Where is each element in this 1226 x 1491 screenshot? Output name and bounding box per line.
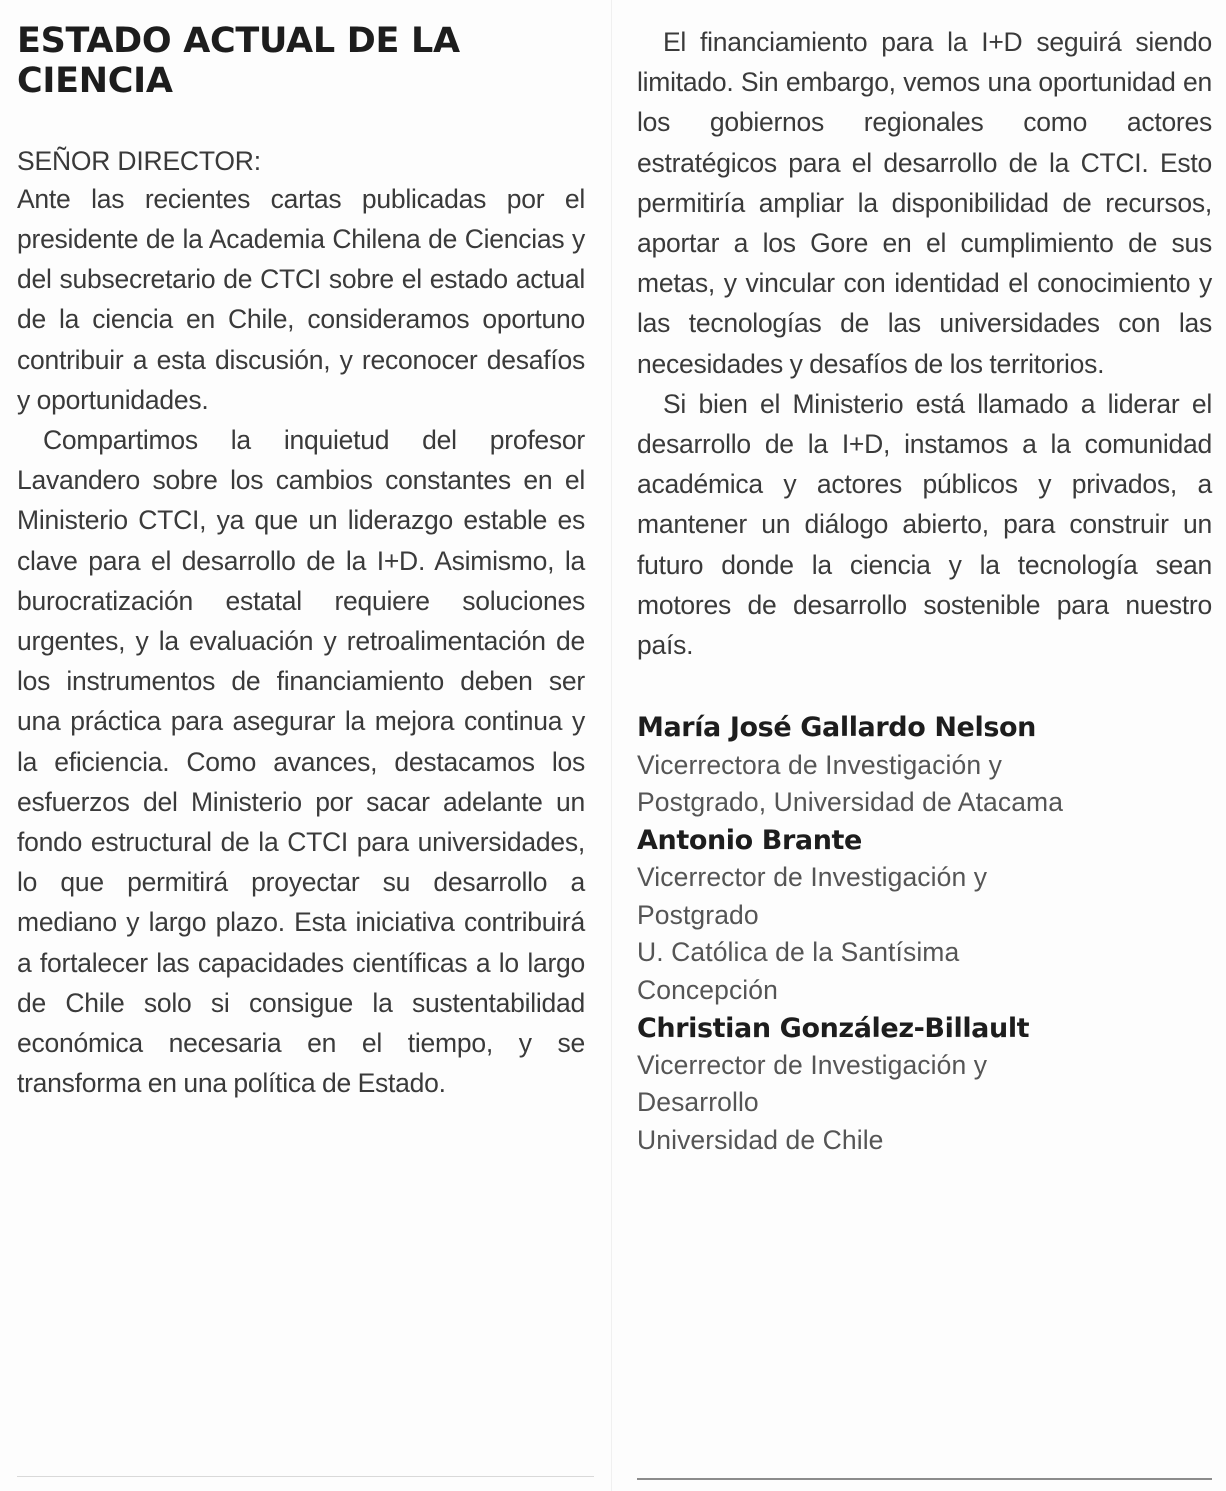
signatory-role-line: Desarrollo [637,1087,759,1118]
body-paragraph: Compartimos la inquietud del profesor Lavandero sobre los cambios constantes en el Ministerio CTCI, ya que un liderazgo estable es clave para el desarrollo de la I+D. Asimismo, la burocratización estatal requiere soluciones urgentes, y la evaluación y retroalimentación de los instrumentos de financiamiento deben ser una práctica para asegurar la mejora continua y la eficiencia. Como avances, destacamos los esfuerzos del Ministerio por sacar adelante un fondo estructural de la CTCI para universidades, lo que permitirá proyectar su desarrollo a mediano y largo plazo. Esta iniciativa contribuirá a fortalecer las capacidades científicas a lo largo de Chile solo si consigue la sustentabilidad económica necesaria en el tiempo, y se transforma en una política de Estado. [17,424,585,1099]
signatory-role-line: Concepción [637,974,778,1005]
signatory-role-line: Vicerrector de Investigación y [637,1049,988,1080]
left-column-bottom-rule [17,1476,594,1477]
signatory-role-line: Vicerrector de Investigación y [637,862,988,892]
salutation: SEÑOR DIRECTOR: [17,145,261,176]
right-column-bottom-rule [637,1478,1212,1480]
signatory [637,822,1212,1010]
signatory [637,1010,1212,1160]
signatory-name: María José Gallardo Nelson [637,712,1036,744]
left-column [0,0,611,1491]
signatory-role-line: Postgrado [637,899,759,930]
signatory-role-line: U. Católica de la Santísima [637,937,960,968]
signatory-name: Christian González-Billault [637,1012,1030,1044]
body-paragraph: Ante las recientes cartas publicadas por el presidente de la Academia Chilena de Ciencias y del subsecretario de CTCI sobre el estado actual de la ciencia en Chile, consideramos oportuno contribuir a esta discusión, y reconocer desafíos y oportunidades. [17,183,585,415]
right-column [611,0,1226,1491]
body-paragraph: Si bien el Ministerio está llamado a liderar el desarrollo de la I+D, instamos a la comunidad académica y actores públicos y privados, a mantener un diálogo abierto, para construir un futuro donde la ciencia y la tecnología sean motores de desarrollo sostenible para nuestro país. [637,388,1212,661]
signatory-role-line: Postgrado, Universidad de Atacama [637,787,1064,818]
signatory-role-line: Vicerrectora de Investigación y [637,749,1002,780]
signatory-role-line: Universidad de Chile [637,1125,884,1155]
signatory-name: Antonio Brante [637,824,862,856]
signature-block [637,709,1212,1159]
body-paragraph: El financiamiento para la I+D seguirá siendo limitado. Sin embargo, vemos una oportunidad en los gobiernos regionales como actores estratégicos para el desarrollo de la CTCI. Esto permitiría ampliar la disponibilidad de recursos, aportar a los Gore en el cumplimiento de sus metas, y vincular con identidad el conocimiento y las tecnologías de las universidades con las necesidades y desafíos de los territorios. [637,27,1212,379]
article-headline: ESTADO ACTUAL DE LA CIENCIA [17,21,460,101]
signatory [637,709,1212,822]
